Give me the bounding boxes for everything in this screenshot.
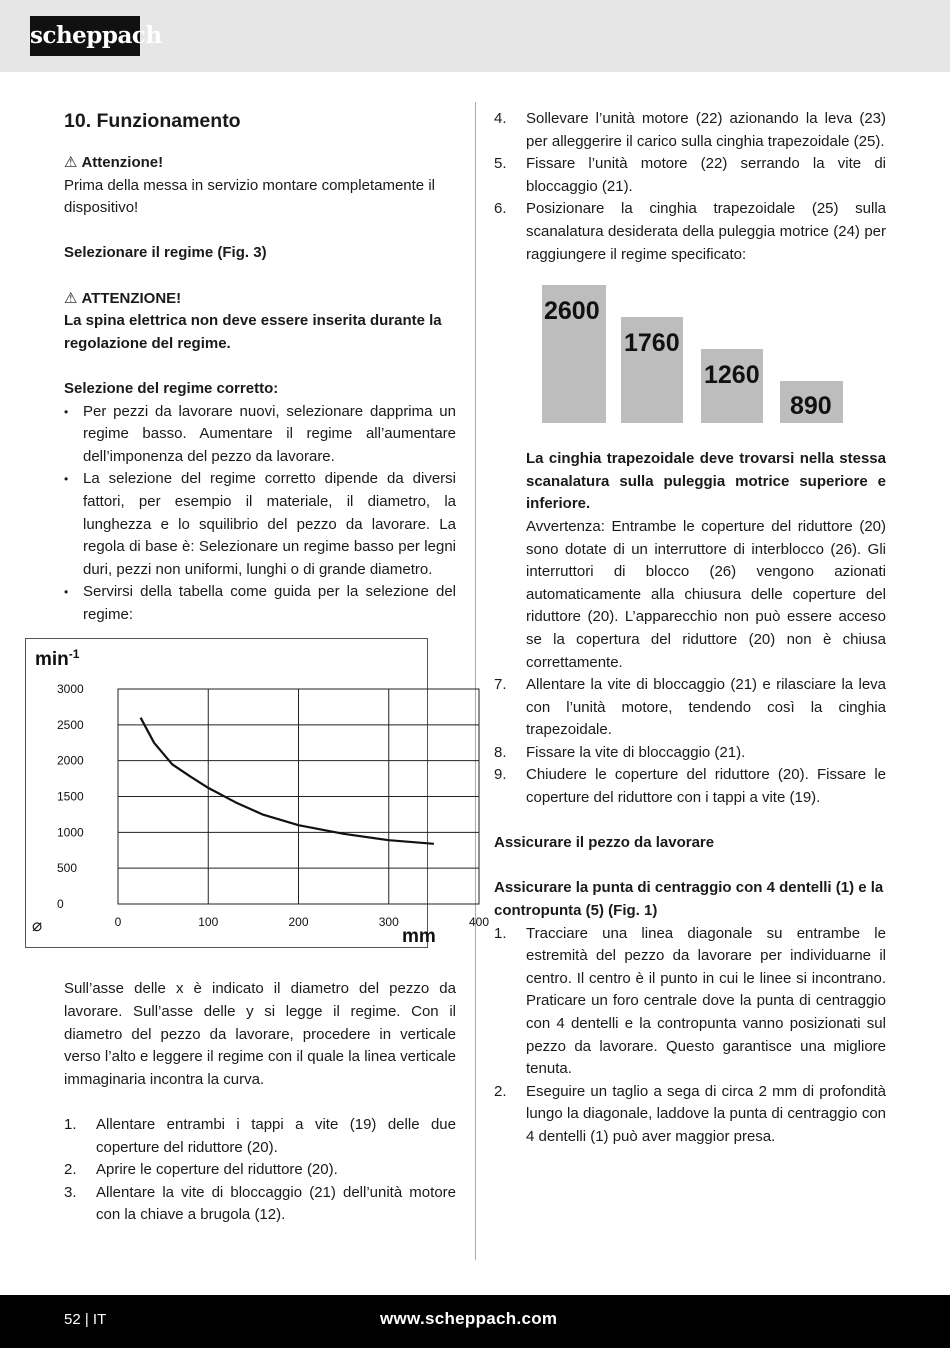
steps-list-left: [64, 1114, 456, 1227]
y-tick-label: 1000: [57, 825, 84, 840]
y-tick-label: 3000: [57, 682, 84, 697]
list-item: 4. Sollevare l’unità motore (22) azionando la leva (23) per alleggerire il carico sulla cinghia trapezoidale (25).: [494, 110, 886, 150]
left-column: [32, 108, 490, 1227]
speed-label: 2600: [544, 297, 600, 326]
x-tick-label: 300: [378, 915, 399, 930]
warning-icon: ⚠: [64, 154, 78, 171]
diameter-icon: ⌀: [32, 916, 43, 937]
list-item: • Per pezzi da lavorare nuovi, selezionare dapprima un regime basso. Aumentare il regime all’aumentare dell’imponenza del pezzo da lavorare.: [64, 401, 456, 469]
y-tick-label: 2000: [57, 754, 84, 769]
y-tick-label: 0: [57, 897, 64, 912]
y-tick-label: 1500: [57, 789, 84, 804]
x-tick-label: 100: [198, 915, 219, 930]
center-point-heading: Assicurare la punta di centraggio con 4 dentelli (1) e la contropunta (5) (Fig. 1): [494, 879, 884, 920]
right-column: [494, 108, 886, 1149]
list-item: 6. Posizionare la cinghia trapezoidale (25) sulla scanalatura desiderata della puleggia motrice (24) per raggiungere il regime specificato:: [494, 200, 886, 263]
scheppach-logo: scheppach: [30, 16, 140, 56]
speed-label: 890: [790, 392, 832, 421]
website-link: www.scheppach.com: [380, 1309, 558, 1328]
speed-label: 1760: [624, 329, 680, 358]
belt-note-bold: La cinghia trapezoidale deve trovarsi nella stessa scanalatura sulla puleggia motrice superiore e inferiore.: [526, 450, 886, 513]
attention-text: Prima della messa in servizio montare completamente il dispositivo!: [64, 176, 435, 217]
y-tick-label: 500: [57, 861, 78, 876]
pulley-speed-graphic: [528, 268, 858, 426]
y-tick-label: 2500: [57, 718, 84, 733]
chart-svg: [26, 639, 490, 949]
list-item: 5. Fissare l’unità motore (22) serrando la vite di bloccaggio (21).: [494, 155, 886, 195]
belt-note: Avvertenza: Entrambe le coperture del riduttore (20) sono dotate di un interruttore di interblocco (26). Gli interruttori di blocco (26) vengono azionati automaticamente alla chiusura delle coperture del riduttore (20). L’apparecchio non può essere acceso se la copertura del riduttore (20) non è chiusa correttamente.: [526, 517, 886, 671]
axis-explanation: Sull’asse delle x è indicato il diametro del pezzo da lavorare. Sull’asse delle y si legge il regime. Con il diametro del pezzo da lavorare, procedere in verticale verso l’alto e leggere il regime con il quale la linea verticale immaginaria incontra la curva.: [64, 980, 456, 1088]
list-item: 7. Allentare la vite di bloccaggio (21) e rilasciare la leva con l’unità motore, tendendo così la cinghia trapezoidale.: [494, 676, 886, 739]
list-item: 1. Allentare entrambi i tappi a vite (19) delle due coperture del riduttore (20).: [64, 1116, 456, 1156]
secure-workpiece-heading: Assicurare il pezzo da lavorare: [494, 834, 715, 852]
x-tick-label: 400: [468, 915, 490, 930]
page-number: 52 | IT: [64, 1311, 107, 1328]
list-item: • Servirsi della tabella come guida per la selezione del regime:: [64, 581, 456, 626]
warning-icon: ⚠: [64, 289, 78, 307]
speed-curve: [141, 718, 434, 844]
correct-speed-heading: Selezione del regime corretto:: [64, 379, 279, 397]
warning-text: La spina elettrica non deve essere inserita durante la regolazione del regime.: [64, 312, 442, 352]
x-axis-label: mm: [402, 926, 436, 948]
steps-list-right-a: [494, 108, 886, 266]
steps-list-right-c: [494, 923, 886, 1149]
speed-label: 1260: [704, 361, 760, 390]
speed-tips-list: [64, 401, 456, 627]
section-title: 10. Funzionamento: [64, 110, 241, 132]
list-item: • La selezione del regime corretto dipende da diversi fattori, per esempio il materiale, il diametro, la lunghezza e lo squilibrio del pezzo da lavorare. La regola di base è: Selezionare un regime basso per legni duri, pezzi non uniformi, lunghi o di grande diametro.: [64, 468, 456, 581]
list-item: 2. Aprire le coperture del riduttore (20).: [64, 1161, 338, 1179]
list-item: 3. Allentare la vite di bloccaggio (21) dell’unità motore con la chiave a brugola (12).: [64, 1183, 456, 1224]
speed-steps-svg: [528, 268, 858, 426]
y-axis-label: $\min^{-1}$: [35, 647, 80, 671]
steps-list-right-b: [494, 674, 886, 810]
page-header: [0, 0, 950, 72]
select-speed-heading: Selezionare il regime (Fig. 3): [64, 244, 267, 262]
page-footer: [0, 1295, 950, 1348]
x-tick-label: 0: [114, 915, 122, 930]
warning-heading: ⚠ ATTENZIONE!: [64, 288, 456, 311]
list-item: 1. Tracciare una linea diagonale su entrambe le estremità del pezzo da lavorare per individuarne il centro. Il centro è il punto in cui le linee si incontrano. Praticare un foro centrale dove la punta di centraggio con 4 dentelli e la contropunta vanno posizionati sul pezzo da lavorare. Questo garantisce una migliore tenuta.: [494, 924, 886, 1078]
column-divider: [475, 102, 476, 1260]
attention-heading: ⚠ Attenzione!: [64, 152, 456, 175]
list-item: 2. Eseguire un taglio a sega di circa 2 mm di profondità lungo la diagonale, laddove la punta di centraggio con 4 dentelli (1) può aver maggior presa.: [494, 1082, 886, 1145]
list-item: 9. Chiudere le coperture del riduttore (20). Fissare le coperture del riduttore con i tappi a vite (19).: [494, 766, 886, 807]
list-item: 8. Fissare la vite di bloccaggio (21).: [494, 743, 746, 761]
speed-diameter-chart: [25, 638, 490, 948]
x-tick-label: 200: [288, 915, 309, 930]
